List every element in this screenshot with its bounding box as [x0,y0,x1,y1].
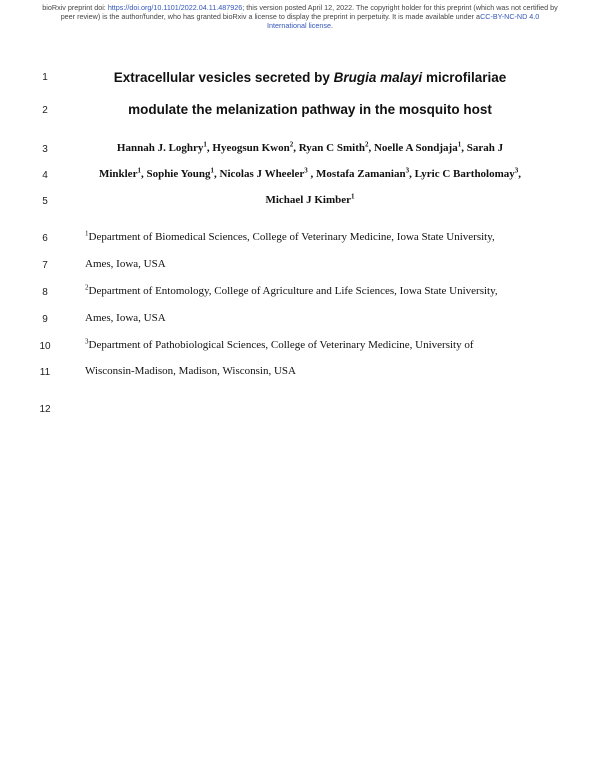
author-name: , Noelle A Sondjaja [368,142,458,154]
affiliation-text: Department of Entomology, College of Agriculture and Life Sciences, Iowa State University, [88,285,498,297]
author-affiliation: 3 [405,166,410,175]
notice-suffix: . [330,21,333,30]
line-number: 2 [42,105,48,116]
author-affiliation: 1 [457,140,462,149]
license-link[interactable]: CC-BY-NC-ND 4.0 International license [267,12,540,30]
affiliation-3 [85,339,555,351]
author-name: , Sophie Young [140,168,211,180]
preprint-notice [40,3,560,30]
affiliation-number: 1 [85,229,89,238]
author-line-3 [60,194,560,206]
author-affiliation: 1 [210,166,215,175]
author-name: Minkler [98,168,138,180]
author-name: , [518,168,522,180]
line-number: 3 [42,144,48,155]
line-number: 12 [39,404,51,415]
author-affiliation: 1 [203,140,207,149]
line-number: 9 [42,314,48,325]
author-affiliation: 2 [289,140,294,149]
line-number: 8 [42,287,48,298]
affiliation-number: 2 [85,283,89,292]
author-affiliation: 1 [351,192,355,201]
author-affiliation: 3 [514,166,519,175]
title-text: Extracellular vesicles secreted by [113,70,334,85]
author-name: , Nicolas J Wheeler [214,168,305,180]
line-number: 7 [42,260,48,271]
line-number: 6 [42,233,48,244]
affiliation-2 [85,285,555,297]
line-number: 11 [39,367,51,378]
author-affiliation: 2 [364,140,369,149]
affiliation-1-cont: Ames, Iowa, USA [85,258,166,270]
author-name: Michael J Kimber [265,194,352,206]
affiliation-1 [85,231,555,243]
notice-prefix: bioRxiv preprint doi: [42,3,108,12]
line-number: 10 [39,341,51,352]
author-affiliation: 1 [137,166,141,175]
author-name: Hannah J. Loghry [116,142,204,154]
title-text: microfilariae [422,70,507,85]
author-name: , Mostafa Zamanian [307,168,406,180]
affiliation-2-cont: Ames, Iowa, USA [85,312,166,324]
author-name: , Sarah J [461,142,504,154]
author-name: , Hyeogsun Kwon [206,142,290,154]
line-number: 4 [42,170,48,181]
title-species: Brugia malayi [333,70,423,85]
affiliation-text: Department of Pathobiological Sciences, College of Veterinary Medicine, University of [88,339,474,351]
title-line-1 [60,70,560,85]
doi-link[interactable]: https://doi.org/10.1101/2022.04.11.487926 [107,3,243,12]
author-affiliation: 3 [304,166,308,175]
line-number: 1 [42,72,48,83]
author-name: , Lyric C Bartholomay [409,168,515,180]
affiliation-3-cont: Wisconsin-Madison, Madison, Wisconsin, USA [85,365,296,377]
affiliation-number: 3 [85,337,89,346]
author-line-1 [60,142,560,154]
notice-middle: ; this version posted April 12, 2022. The copyright holder for this preprint (which was not certified by peer review) is the author/funder, who has granted bioRxiv a license to display the preprint in perpetuity. It is made available under a [60,3,558,21]
line-number: 5 [42,196,48,207]
author-name: , Ryan C Smith [293,142,365,154]
author-line-2 [60,168,560,180]
affiliation-text: Department of Biomedical Sciences, College of Veterinary Medicine, Iowa State University, [88,231,495,243]
title-line-2: modulate the melanization pathway in the mosquito host [128,102,492,117]
